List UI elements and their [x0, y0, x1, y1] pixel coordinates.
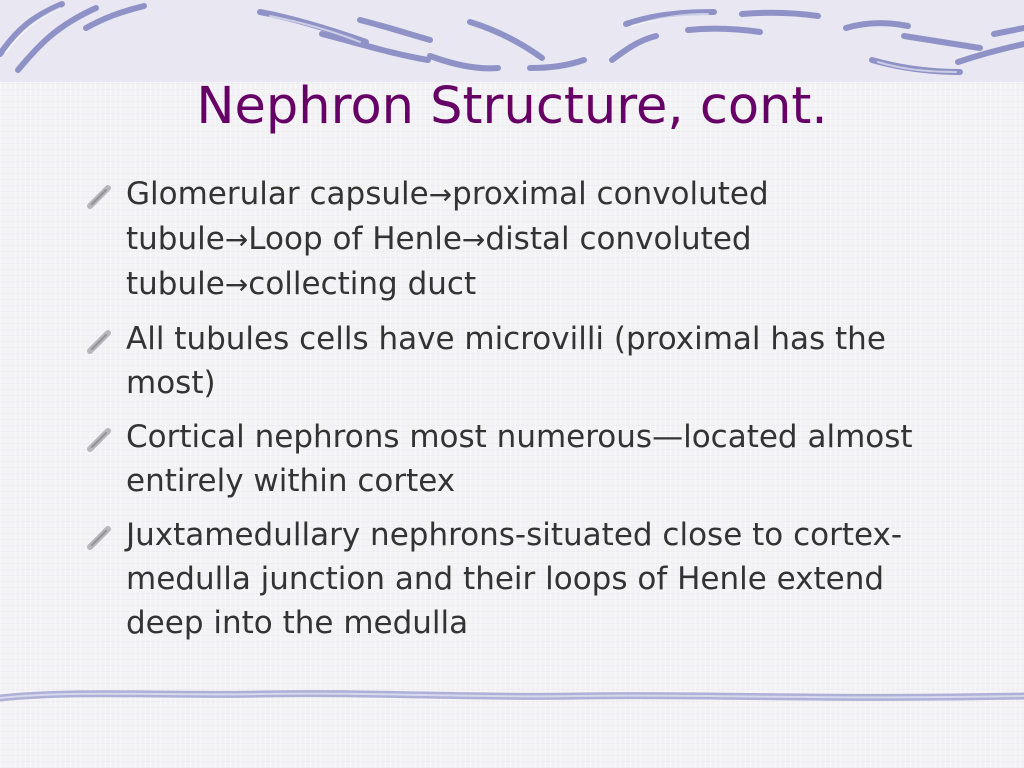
- bullet-text-part: proximal convoluted tubule: [126, 176, 769, 257]
- arrow-icon: →: [224, 223, 249, 256]
- bullet-text: All tubules cells have microvilli (proximal has the most): [126, 321, 886, 401]
- top-swirl-band: [0, 0, 1024, 82]
- slide-title: Nephron Structure, cont.: [196, 77, 828, 136]
- arrow-icon: →: [461, 223, 486, 256]
- arrow-icon: →: [428, 178, 453, 211]
- bullet-text: Cortical nephrons most numerous—located almost entirely within cortex: [126, 419, 913, 499]
- bullet-list: [86, 172, 926, 655]
- slanted-dash-icon: [86, 184, 114, 210]
- arrow-icon: →: [224, 268, 249, 301]
- bottom-wavy-rule: [0, 680, 1024, 710]
- bullet-text: Juxtamedullary nephrons-situated close to cortex-medulla junction and their loops of Henle extend deep into the medulla: [126, 517, 903, 641]
- bullet-text-part: Glomerular capsule: [126, 176, 429, 212]
- slanted-dash-icon: [86, 329, 114, 355]
- bullet-item: [86, 172, 926, 307]
- bullet-item: [86, 317, 926, 405]
- slanted-dash-icon: [86, 427, 114, 453]
- bullet-text-part: Loop of Henle: [248, 221, 462, 257]
- bullet-text-part: collecting duct: [248, 266, 477, 302]
- bullet-item: [86, 513, 926, 645]
- bullet-item: [86, 415, 926, 503]
- slanted-dash-icon: [86, 525, 114, 551]
- bullet-text-part: distal convoluted tubule: [126, 221, 752, 302]
